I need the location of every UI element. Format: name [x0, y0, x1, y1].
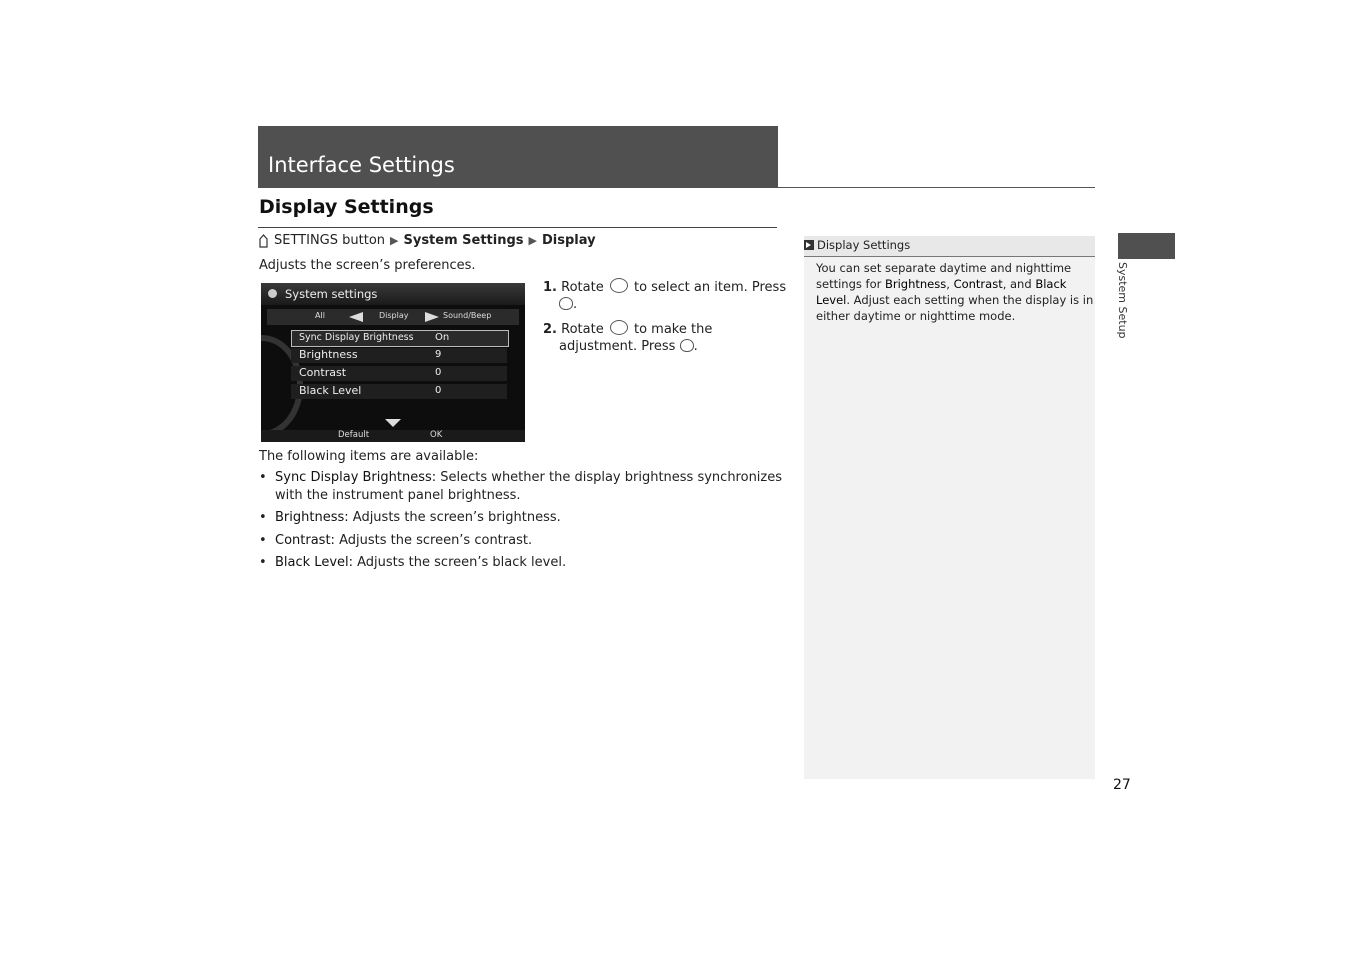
item-desc: Adjusts the screen’s black level. — [357, 555, 567, 570]
screen-footer-bar — [261, 430, 525, 442]
home-icon — [259, 234, 268, 248]
screen-tab-display: Display — [379, 311, 409, 320]
note-text: You can set separate daytime and nighttime — [816, 261, 1072, 275]
note-text: . Adjust each setting when the display is in — [846, 293, 1094, 307]
note-body — [816, 260, 1094, 324]
item-desc: Selects whether the display brightness synchronizes — [440, 470, 783, 485]
note-term: Brightness — [884, 277, 947, 291]
interface-dial-press-icon — [680, 339, 694, 352]
down-arrow-icon — [385, 419, 401, 427]
list-item — [259, 509, 561, 527]
step-text: . — [573, 297, 578, 312]
section-title: Display Settings — [259, 196, 434, 218]
interface-dial-rotate-icon — [610, 278, 628, 293]
screen-row-label: Contrast — [299, 366, 347, 379]
screen-row-label: Brightness — [299, 348, 358, 361]
interface-dial-rotate-icon — [610, 320, 628, 335]
note-text: , and — [1002, 277, 1032, 291]
step-number: 2. — [543, 322, 557, 337]
bullet-icon: • — [259, 555, 267, 570]
page-title: Interface Settings — [268, 153, 455, 177]
list-item — [259, 532, 533, 550]
screen-row-value: On — [435, 332, 450, 343]
note-term: Contrast — [953, 277, 1003, 291]
right-arrow-icon — [425, 312, 439, 322]
gear-icon — [268, 289, 277, 298]
note-title-text: Display Settings — [817, 238, 911, 252]
screen-default-label: Default — [338, 430, 370, 440]
note-line — [816, 292, 1094, 308]
screen-row-label: Black Level — [299, 384, 362, 397]
breadcrumb-display: Display — [542, 233, 596, 248]
step-2-line2 — [559, 338, 698, 356]
note-arrow-icon — [804, 240, 814, 250]
step-text: adjustment. Press — [559, 339, 676, 354]
step-text: . — [693, 339, 698, 354]
screen-ok-label: OK — [430, 430, 443, 440]
screen-row-value: 0 — [435, 385, 442, 396]
step-text: to select an item. Press — [633, 280, 787, 295]
breadcrumb — [259, 233, 596, 248]
items-intro: The following items are available: — [259, 449, 479, 464]
breadcrumb-system-settings: System Settings — [403, 233, 524, 248]
screen-row-value: 0 — [435, 367, 442, 378]
page-number: 27 — [1113, 777, 1131, 793]
note-term: Black — [1035, 277, 1067, 291]
note-line — [816, 308, 1084, 324]
item-desc: Adjusts the screen’s contrast. — [339, 533, 533, 548]
step-text: to make the — [633, 322, 713, 337]
item-term: Sync Display Brightness: — [275, 470, 437, 485]
breadcrumb-arrow-icon: ▶ — [528, 234, 537, 247]
navi-screen-image — [261, 283, 525, 442]
screen-row-value: 9 — [435, 349, 442, 360]
section-rule — [258, 227, 777, 228]
chapter-label: System Setup — [1116, 262, 1129, 339]
screen-tab-all: All — [315, 311, 325, 320]
bullet-icon: • — [259, 470, 267, 485]
list-item-cont — [275, 487, 521, 505]
note-term: Level — [816, 293, 847, 307]
chapter-tab — [1118, 233, 1175, 259]
item-term: Contrast: — [275, 533, 335, 548]
screen-tab-sound: Sound/Beep — [443, 311, 492, 320]
step-text: Rotate — [561, 280, 604, 295]
step-1 — [543, 278, 786, 297]
item-desc: Adjusts the screen’s brightness. — [352, 510, 561, 525]
item-term: Black Level: — [275, 555, 353, 570]
item-term: Brightness: — [275, 510, 349, 525]
header-rule — [778, 187, 1095, 188]
screen-title: System settings — [285, 287, 378, 301]
item-desc: with the instrument panel brightness. — [275, 488, 521, 503]
list-item — [259, 554, 567, 572]
note-line — [816, 260, 1084, 276]
breadcrumb-arrow-icon: ▶ — [390, 234, 399, 247]
step-text: Rotate — [561, 322, 604, 337]
interface-dial-press-icon — [559, 297, 573, 310]
step-2 — [543, 320, 712, 339]
note-text: , — [946, 277, 950, 291]
intro-text: Adjusts the screen’s preferences. — [259, 258, 476, 273]
breadcrumb-prefix: SETTINGS button — [274, 233, 386, 248]
note-text: either daytime or nighttime mode. — [816, 309, 1016, 323]
left-arrow-icon — [349, 312, 363, 322]
note-text: settings for — [816, 277, 882, 291]
bullet-icon: • — [259, 533, 267, 548]
note-title — [804, 238, 910, 252]
step-number: 1. — [543, 280, 557, 295]
list-item — [259, 469, 783, 487]
note-line — [816, 276, 1084, 292]
step-1-line2 — [559, 296, 577, 314]
bullet-icon: • — [259, 510, 267, 525]
screen-row-label: Sync Display Brightness — [299, 332, 414, 343]
